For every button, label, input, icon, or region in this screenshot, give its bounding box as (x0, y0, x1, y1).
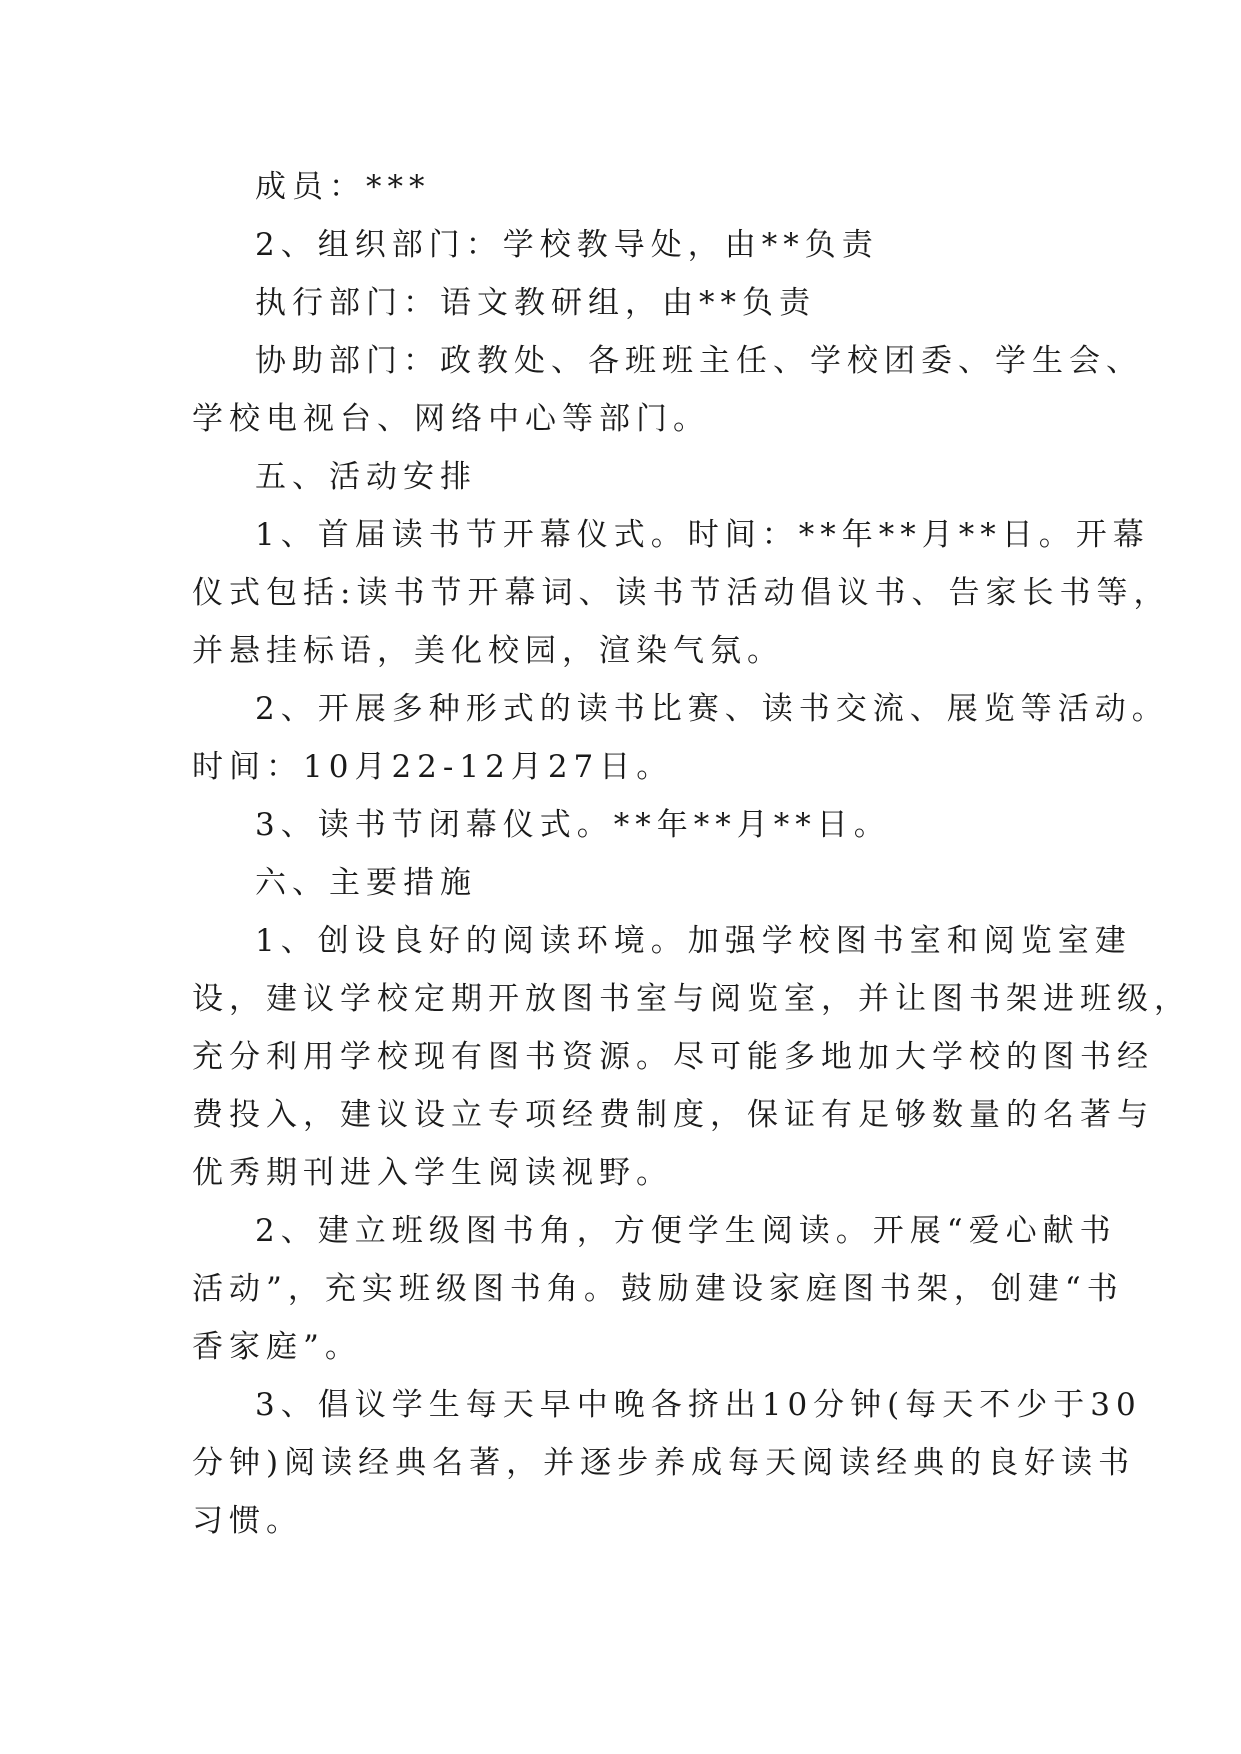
text-line-executor: 执行部门：语文教研组，由**负责 (255, 285, 816, 321)
text-line-measure-1-cont-3: 费投入，建议设立专项经费制度，保证有足够数量的名著与 (192, 1097, 1154, 1133)
text-line-measure-1-cont-2: 充分利用学校现有图书资源。尽可能多地加大学校的图书经 (192, 1039, 1154, 1075)
text-line-measure-3: 3、倡议学生每天早中晚各挤出10分钟(每天不少于30 (255, 1387, 1142, 1423)
text-line-opening: 1、首届读书节开幕仪式。时间：**年**月**日。开幕 (255, 517, 1150, 553)
text-line-opening-cont-1: 仪式包括:读书节开幕词、读书节活动倡议书、告家长书等， (192, 575, 1171, 611)
text-line-organizer: 2、组织部门：学校教导处，由**负责 (255, 227, 879, 263)
text-line-competitions-time: 时间：10月22-12月27日。 (192, 749, 674, 785)
text-line-opening-cont-2: 并悬挂标语，美化校园，渲染气氛。 (192, 633, 784, 669)
text-line-assistants: 协助部门：政教处、各班班主任、学校团委、学生会、 (255, 343, 1143, 379)
text-line-measure-3-cont-2: 习惯。 (192, 1503, 303, 1539)
text-line-closing: 3、读书节闭幕仪式。**年**月**日。 (255, 807, 891, 843)
text-line-measure-2: 2、建立班级图书角，方便学生阅读。开展“爱心献书 (255, 1213, 1117, 1249)
text-line-measure-3-cont-1: 分钟)阅读经典名著，并逐步养成每天阅读经典的良好读书 (192, 1445, 1136, 1481)
text-line-members: 成员：*** (255, 169, 431, 205)
text-line-measure-2-cont-1: 活动”，充实班级图书角。鼓励建设家庭图书架，创建“书 (192, 1271, 1124, 1307)
text-line-measure-1: 1、创设良好的阅读环境。加强学校图书室和阅览室建 (255, 923, 1132, 959)
text-line-assistants-cont: 学校电视台、网络中心等部门。 (192, 401, 710, 437)
text-line-measure-2-cont-2: 香家庭”。 (192, 1329, 362, 1365)
section-heading-activities: 五、活动安排 (255, 459, 477, 495)
section-heading-measures: 六、主要措施 (255, 865, 477, 901)
text-line-measure-1-cont-1: 设，建议学校定期开放图书室与阅览室，并让图书架进班级， (192, 981, 1191, 1017)
text-line-measure-1-cont-4: 优秀期刊进入学生阅读视野。 (192, 1155, 673, 1191)
text-line-competitions: 2、开展多种形式的读书比赛、读书交流、展览等活动。 (255, 691, 1169, 727)
